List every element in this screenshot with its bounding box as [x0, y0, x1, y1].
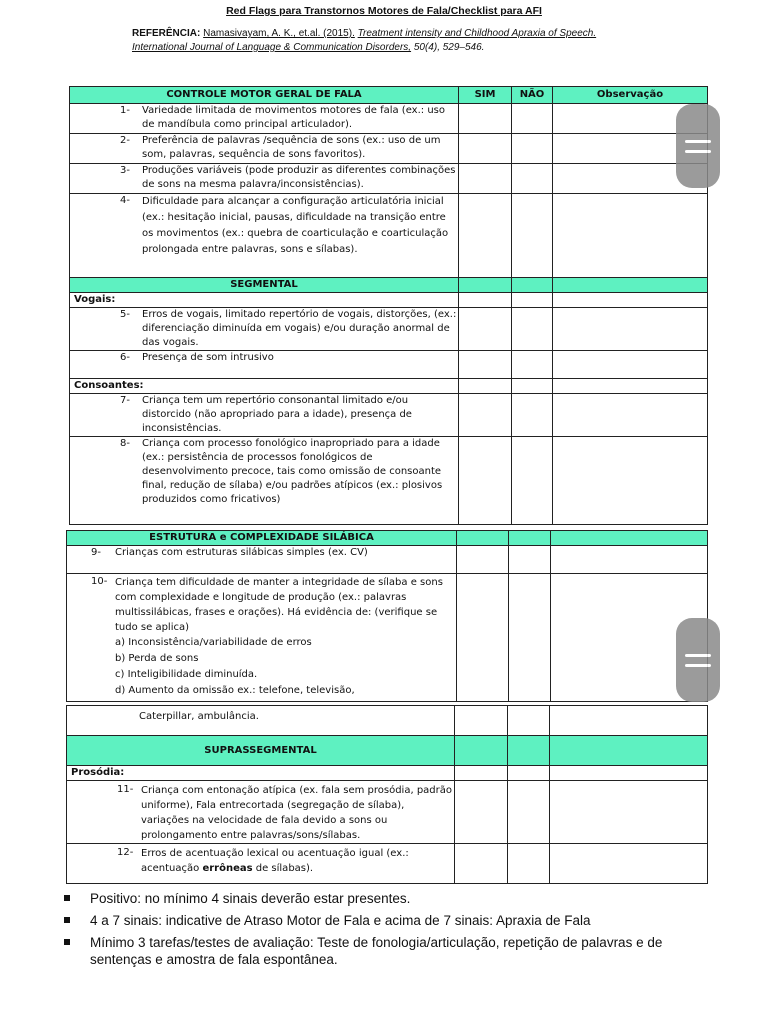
sim-cell[interactable]: [457, 546, 509, 574]
section-row-segmental: [70, 278, 708, 293]
subhead-vogais: Vogais:: [70, 293, 459, 308]
item-10a: a) Inconsistência/variabilidade de erros: [115, 637, 312, 648]
item-12-text-c: de sílabas).: [252, 863, 314, 874]
note-text: Mínimo 3 tarefas/testes de avaliação: Teste de fonologia/articulação, repetição de palavras e de sentenças e amostra de fala espontânea.: [90, 935, 663, 967]
item-number: 8-: [120, 438, 130, 449]
item-10d: d) Aumento da omissão ex.: telefone, televisão,: [115, 685, 355, 696]
table-row: [67, 706, 708, 736]
nao-cell[interactable]: [512, 351, 553, 379]
item-number: 3-: [120, 165, 130, 176]
item-number: 4-: [120, 195, 130, 206]
item-text: Produções variáveis (pode produzir as diferentes combinações de sons na mesma palavra/inconsistências).: [142, 165, 456, 190]
subhead-consoantes: Consoantes:: [70, 379, 459, 394]
section-title-estrutura: ESTRUTURA e COMPLEXIDADE SILÁBICA: [67, 531, 457, 546]
table-row: [70, 134, 708, 164]
item-10c: c) Inteligibilidade diminuída.: [115, 669, 258, 680]
item-text: Criança com entonação atípica (ex. fala sem prosódia, padrão uniforme), Fala entrecortada (segregação de sílaba), variações na velocidade de fala devido a sons ou prolongamento entre palavras/sons/sílabas.: [141, 785, 453, 841]
checklist-table-part3: [66, 705, 708, 884]
reference: [132, 27, 652, 55]
note-text: 4 a 7 sinais: indicative de Atraso Motor de Fala e acima de 7 sinais: Apraxia de Fala: [90, 913, 591, 928]
col-header-controle: CONTROLE MOTOR GERAL DE FALA: [70, 87, 459, 104]
nao-cell[interactable]: [512, 194, 553, 278]
reference-authors: Namasivayam, A. K., et.al. (2015).: [203, 28, 355, 39]
sim-cell[interactable]: [459, 351, 512, 379]
item-10e: Caterpillar, ambulância.: [139, 711, 259, 722]
nao-cell[interactable]: [512, 164, 553, 194]
subhead-prosodia: Prosódia:: [67, 766, 455, 781]
sim-cell[interactable]: [459, 437, 512, 525]
sim-cell[interactable]: [455, 844, 508, 884]
table-row: [70, 194, 708, 278]
item-10b: b) Perda de sons: [115, 653, 199, 664]
col-header-sim: SIM: [459, 87, 512, 104]
nao-cell[interactable]: [512, 394, 553, 437]
table-row: [70, 394, 708, 437]
item-text: Criança tem um repertório consonantal limitado e/ou distorcido (não apropriado para a idade), presença de inconsistências.: [142, 395, 412, 434]
obs-cell[interactable]: [551, 546, 708, 574]
sim-cell[interactable]: [455, 781, 508, 844]
nao-cell[interactable]: [508, 781, 550, 844]
nao-cell[interactable]: [512, 104, 553, 134]
drag-handle-icon[interactable]: [676, 618, 720, 702]
reference-volume: 50(4), 529–546.: [413, 42, 485, 53]
nao-cell[interactable]: [512, 437, 553, 525]
sim-cell[interactable]: [459, 134, 512, 164]
section-title-suprassegmental: SUPRASSEGMENTAL: [67, 736, 455, 766]
item-number: 11-: [117, 784, 134, 795]
table-row: [70, 437, 708, 525]
col-header-observacao: Observação: [553, 87, 708, 104]
col-header-nao: NÃO: [512, 87, 553, 104]
obs-cell[interactable]: [550, 844, 708, 884]
sim-cell[interactable]: [459, 308, 512, 351]
item-number: 5-: [120, 309, 130, 320]
subhead-row: [70, 379, 708, 394]
reference-label: REFERÊNCIA:: [132, 28, 201, 39]
table-row: [70, 308, 708, 351]
item-text: Erros de vogais, limitado repertório de vogais, distorções, (ex.: diferenciação diminuída em vogais) e/ou duração anormal de das vogais.: [142, 309, 457, 348]
document-title: Red Flags para Transtornos Motores de Fala/Checklist para AFI: [226, 5, 542, 17]
item-number: 12-: [117, 847, 134, 858]
item-12-text-a: Erros de acentuação lexical ou acentuação igual (ex.: acentuação: [141, 848, 409, 874]
item-text: Dificuldade para alcançar a configuração articulatória inicial (ex.: hesitação inicial, pausas, dificuldade na transição entre os movimentos (ex.: quebra de coarticulação e coarticulação prolongada entre palavras, sons e sílabas).: [142, 196, 449, 255]
sim-cell[interactable]: [459, 194, 512, 278]
item-12-text-bold: errôneas: [202, 863, 253, 874]
checklist-table-part1: [69, 86, 708, 525]
section-row-estrutura: [67, 531, 708, 546]
drag-handle-icon[interactable]: [676, 104, 720, 188]
item-number: 9-: [91, 547, 101, 558]
note-item: [64, 934, 714, 968]
sim-cell[interactable]: [459, 104, 512, 134]
table-row: [67, 546, 708, 574]
nao-cell[interactable]: [512, 308, 553, 351]
sim-cell[interactable]: [457, 574, 509, 702]
note-item: [64, 890, 714, 907]
reference-title: Treatment intensity and Childhood Apraxia of Speech.: [357, 28, 597, 39]
obs-cell[interactable]: [553, 308, 708, 351]
nao-cell[interactable]: [509, 574, 551, 702]
table-row: [70, 164, 708, 194]
item-text: [141, 846, 454, 876]
item-text: Criança tem dificuldade de manter a integridade de sílaba e sons com complexidade e longitude de produção (ex.: palavras multissilábicas, frases e orações). Há evidência de: (verifique se tudo se aplica): [115, 577, 443, 633]
bullet-square-icon: [64, 939, 70, 945]
table-row: [67, 781, 708, 844]
item-text: Crianças com estruturas silábicas simples (ex. CV): [115, 547, 368, 558]
table-row: [70, 351, 708, 379]
item-text: Presença de som intrusivo: [142, 352, 274, 363]
obs-cell[interactable]: [553, 394, 708, 437]
obs-cell[interactable]: [553, 351, 708, 379]
section-row-supra: [67, 736, 708, 766]
bullet-square-icon: [64, 895, 70, 901]
note-item: [64, 912, 714, 929]
bullet-square-icon: [64, 917, 70, 923]
note-text: Positivo: no mínimo 4 sinais deverão estar presentes.: [90, 891, 411, 906]
obs-cell[interactable]: [550, 781, 708, 844]
nao-cell[interactable]: [509, 546, 551, 574]
reference-journal: International Journal of Language & Communication Disorders,: [132, 42, 412, 53]
table-header-row: [70, 87, 708, 104]
item-number: 6-: [120, 352, 130, 363]
nao-cell[interactable]: [512, 134, 553, 164]
obs-cell[interactable]: [553, 194, 708, 278]
item-number: 1-: [120, 105, 130, 116]
item-text: Variedade limitada de movimentos motores de fala (ex.: uso de mandíbula como principal articulador).: [142, 105, 445, 130]
item-number: 2-: [120, 135, 130, 146]
obs-cell[interactable]: [553, 437, 708, 525]
checklist-table-part2: [66, 530, 708, 702]
table-row: [70, 104, 708, 134]
table-row: [67, 574, 708, 702]
subhead-row: [67, 766, 708, 781]
section-title-segmental: SEGMENTAL: [70, 278, 459, 293]
subhead-row: [70, 293, 708, 308]
nao-cell[interactable]: [508, 844, 550, 884]
item-number: 7-: [120, 395, 130, 406]
item-number: 10-: [91, 576, 108, 587]
table-row: [67, 844, 708, 884]
sim-cell[interactable]: [459, 164, 512, 194]
item-text: Criança com processo fonológico inapropriado para a idade (ex.: persistência de processos fonológicos de desenvolvimento precoce, tais como omissão de consoante final, redução de sílaba) e/ou padrões atípicos (ex.: plosivos produzidos como fricativos): [142, 438, 443, 505]
item-text: Preferência de palavras /sequência de sons (ex.: uso de um som, palavras, sequência de sons favoritos).: [142, 135, 441, 160]
sim-cell[interactable]: [459, 394, 512, 437]
